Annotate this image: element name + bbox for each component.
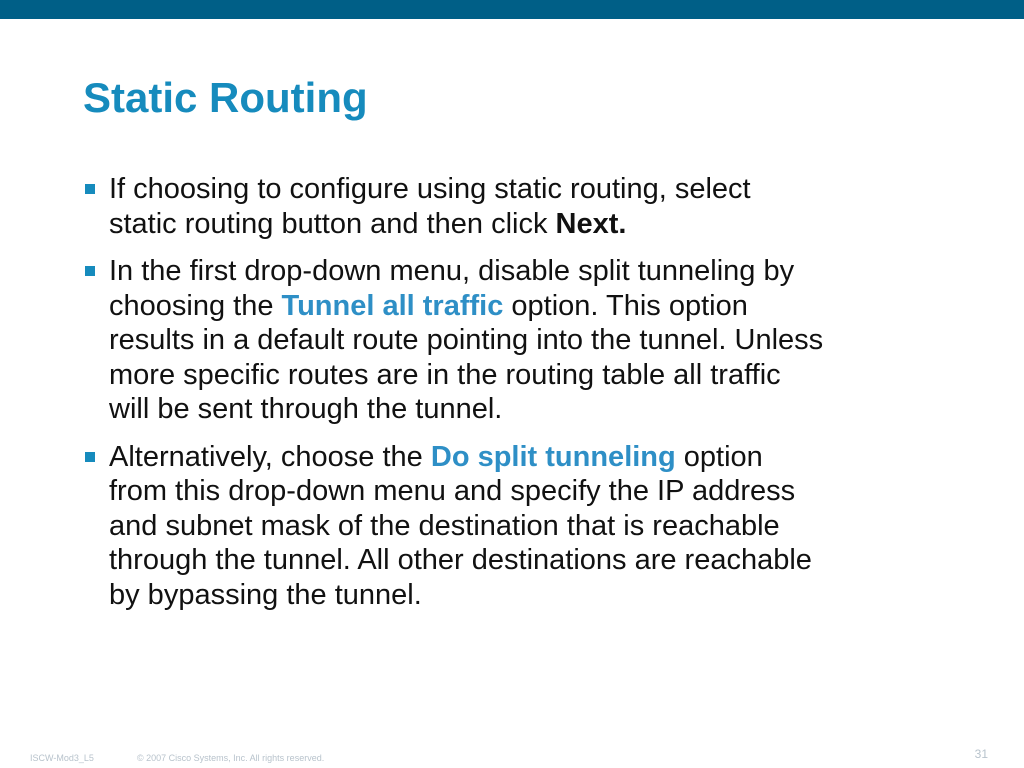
bullet-line (109, 509, 964, 544)
page-number: 31 (974, 747, 988, 761)
highlighted-option-text: Tunnel all traffic (281, 289, 504, 322)
bullet-line (109, 474, 964, 509)
square-bullet-icon (85, 452, 95, 462)
slide-title: Static Routing (83, 74, 368, 121)
bullet-line (109, 392, 964, 427)
bullet-item (84, 172, 964, 241)
bullet-text: more specific routes are in the routing table all traffic (109, 358, 781, 391)
bullet-text: In the first drop-down menu, disable split tunneling by (109, 255, 795, 287)
bullet-line (109, 440, 964, 475)
square-bullet-icon (85, 184, 95, 194)
bullet-line (109, 254, 964, 289)
highlighted-option-text: Do split tunneling (430, 440, 676, 473)
bullet-text: through the tunnel. All other destinations are reachable (109, 544, 812, 576)
bullet-text: If choosing to configure using static routing, select (109, 173, 751, 205)
bullet-text: results in a default route pointing into the tunnel. Unless (109, 324, 824, 356)
footer-course-id: ISCW-Mod3_L5 (30, 753, 94, 763)
bullet-text: option. This option (503, 289, 748, 322)
bullet-line (109, 172, 964, 207)
bullet-text: Alternatively, choose the (109, 440, 431, 473)
footer-copyright: © 2007 Cisco Systems, Inc. All rights reserved. (137, 753, 325, 763)
bullet-line (109, 289, 964, 324)
bullet-text: and subnet mask of the destination that is reachable (109, 509, 780, 542)
bullet-text: static routing button and then click (109, 207, 556, 240)
bullet-line (109, 358, 964, 393)
bullet-line (109, 578, 964, 613)
bullet-text: option (675, 440, 763, 473)
header-bar (0, 0, 1024, 19)
bullet-line (109, 543, 964, 578)
bullet-text: will be sent through the tunnel. (109, 393, 503, 425)
bullet-item (84, 254, 964, 427)
bullet-list (84, 172, 964, 625)
bullet-text: by bypassing the tunnel. (109, 578, 422, 611)
bullet-line (109, 207, 964, 242)
bullet-text: from this drop-down menu and specify the IP address (109, 475, 796, 507)
bullet-item (84, 440, 964, 613)
emphasized-text: Next. (555, 207, 627, 240)
square-bullet-icon (85, 266, 95, 276)
bullet-text: choosing the (109, 289, 282, 322)
bullet-line (109, 323, 964, 358)
